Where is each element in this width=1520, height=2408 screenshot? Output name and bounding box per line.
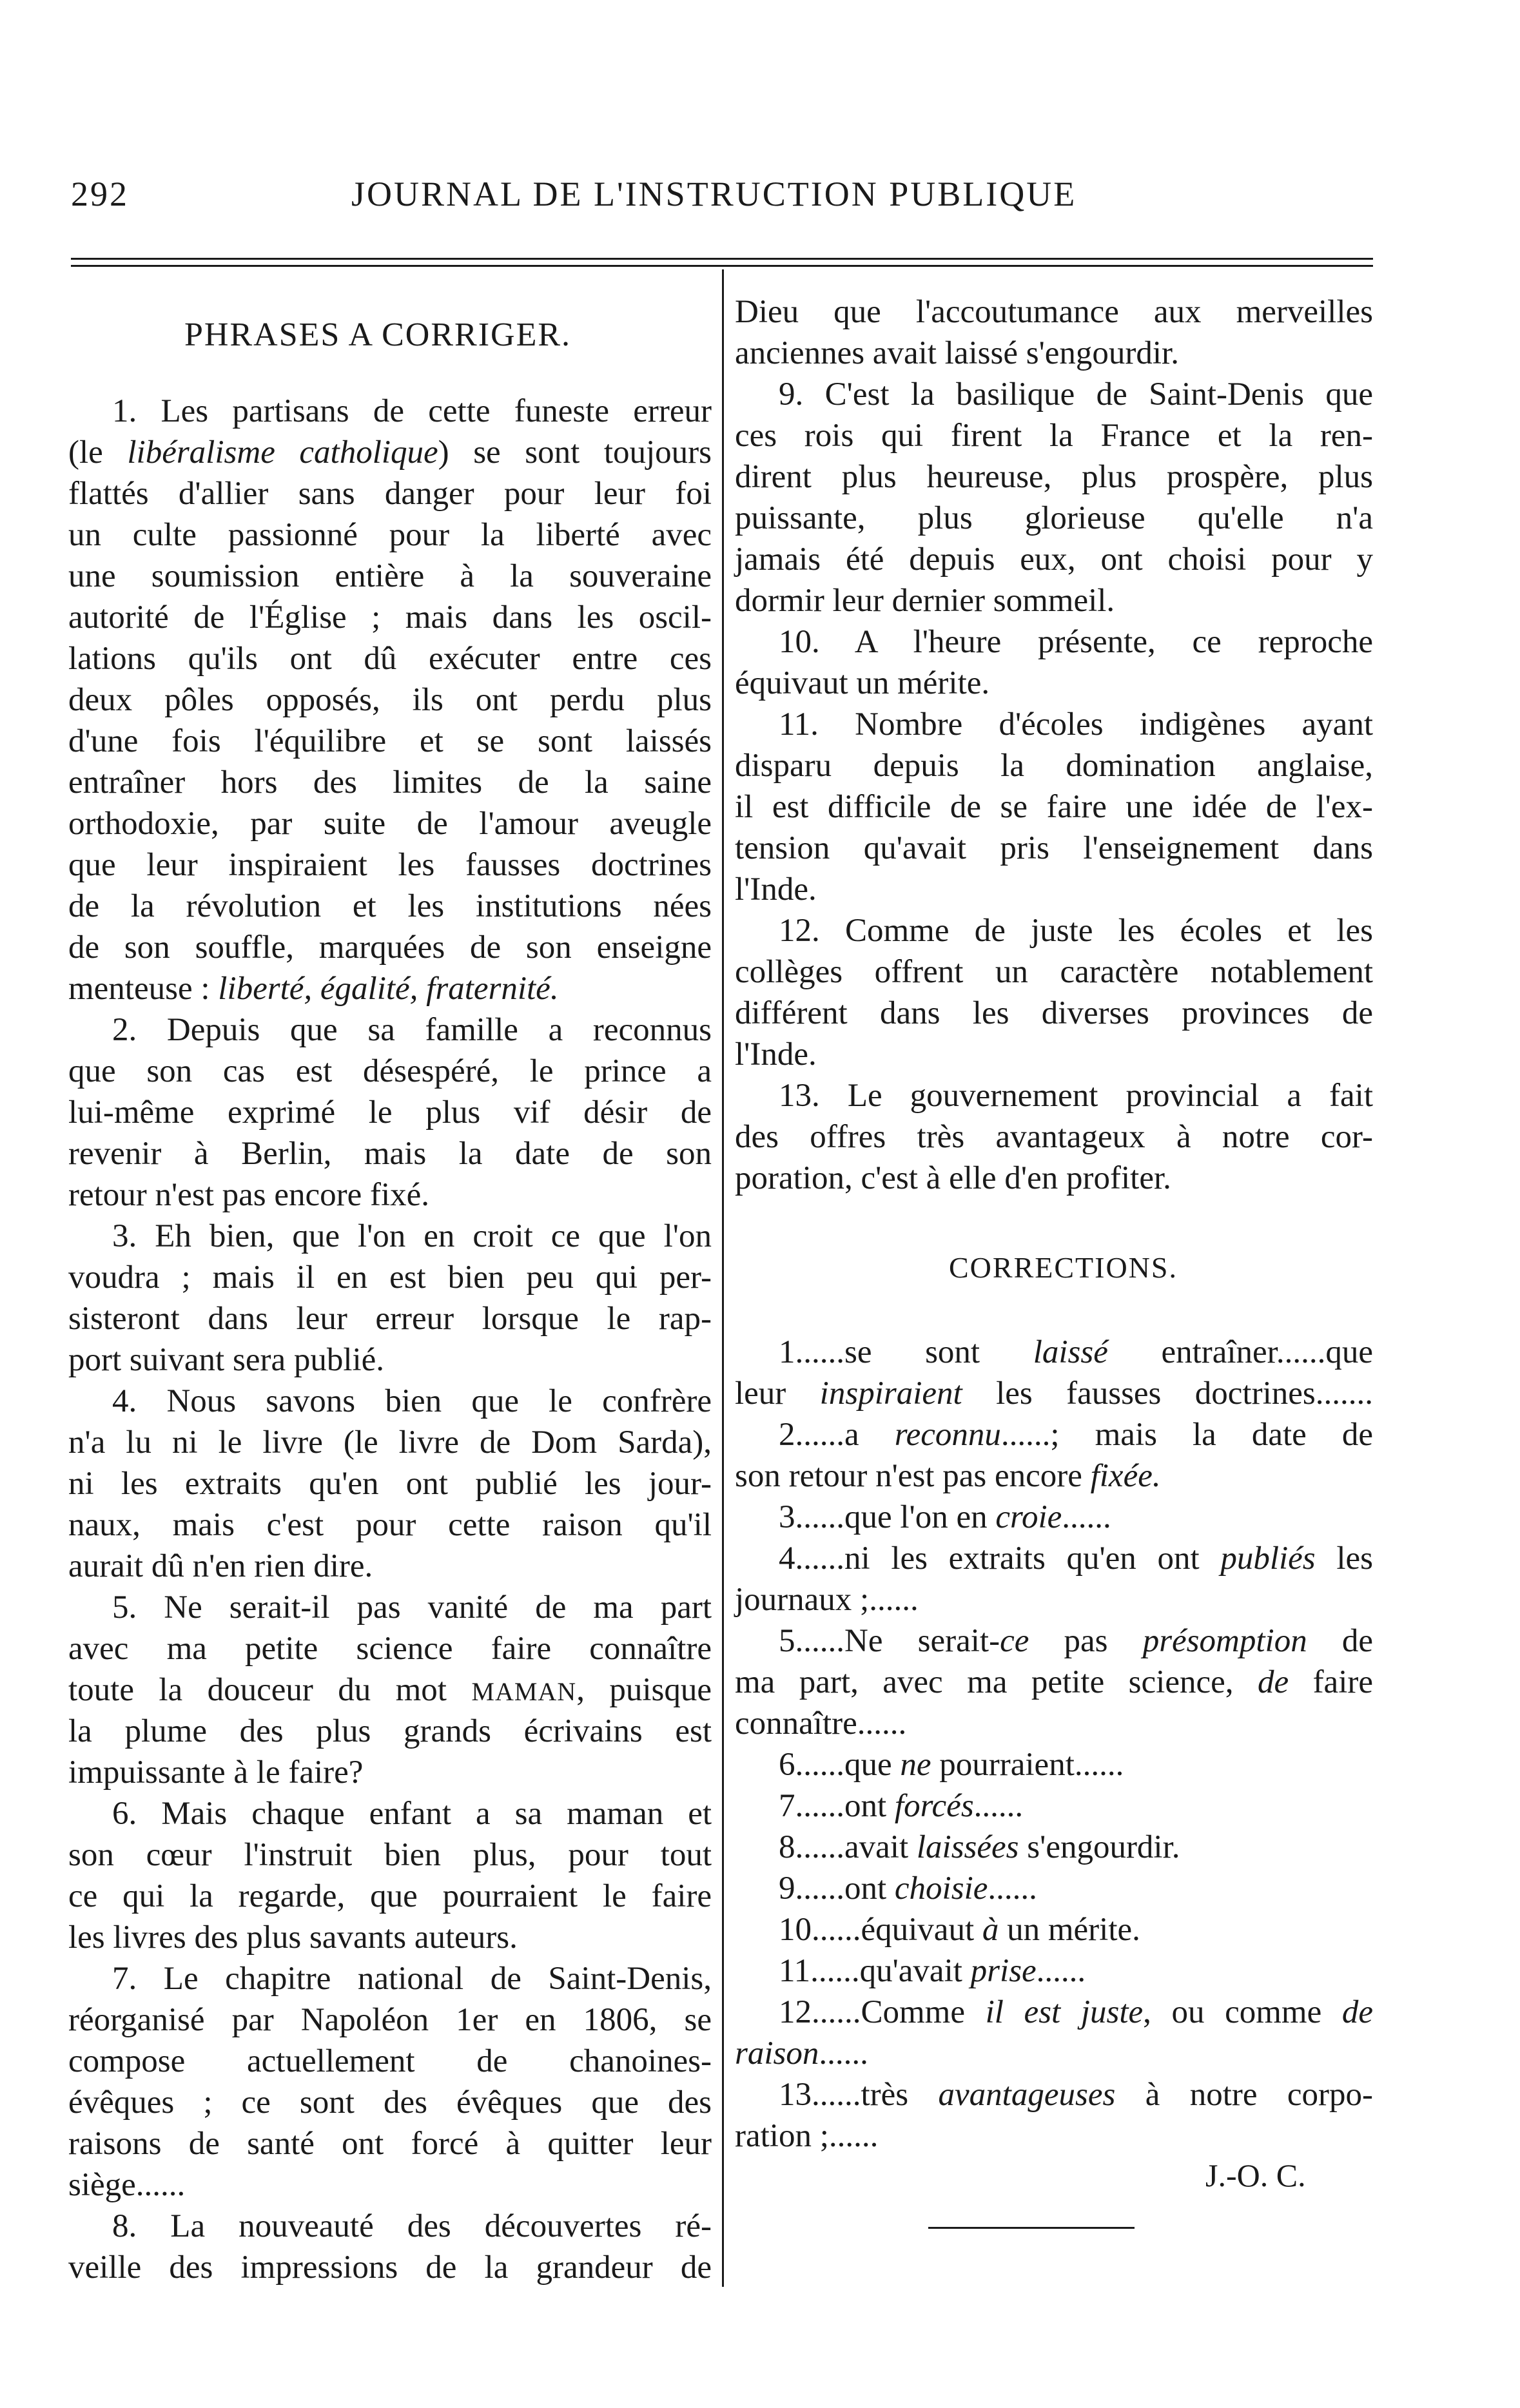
text-line: il est difficile de se faire une idée de l'ex- — [735, 789, 1373, 825]
text-line: ce qui la regarde, que pourraient le faire — [68, 1878, 712, 1914]
correction-line: leur inspiraient les fausses doctrines....... — [735, 1375, 1373, 1412]
text-line: 13. Le gouvernement provincial a fait — [779, 1078, 1373, 1114]
correction-line: journaux ;...... — [735, 1582, 919, 1618]
correction-line: 13......très avantageuses à notre corpo- — [779, 2077, 1374, 2113]
correction-line: 8......avait laissées s'engourdir. — [779, 1829, 1180, 1865]
text-line: de la révolution et les institutions nées — [68, 888, 712, 924]
text-line: des offres très avantageux à notre cor- — [735, 1119, 1373, 1155]
text-line: son cœur l'instruit bien plus, pour tout — [68, 1837, 712, 1873]
text-line: Dieu que l'accoutumance aux merveilles — [735, 294, 1373, 330]
text-line: voudra ; mais il en est bien peu qui per- — [68, 1259, 712, 1296]
text-line: naux, mais c'est pour cette raison qu'il — [68, 1507, 712, 1543]
correction-line: connaître...... — [735, 1705, 907, 1742]
correction-line: raison...... — [735, 2035, 868, 2072]
text-line: que leur inspiraient les fausses doctrines — [68, 847, 712, 883]
text-line: 10. A l'heure présente, ce reproche — [779, 624, 1373, 660]
correction-line: ration ;...... — [735, 2118, 879, 2154]
text-line: n'a lu ni le livre (le livre de Dom Sarda), — [68, 1424, 712, 1461]
section-title-corrections: CORRECTIONS. — [949, 1251, 1178, 1284]
text-line: lations qu'ils ont dû exécuter entre ces — [68, 641, 712, 677]
text-line: 3. Eh bien, que l'on en croit ce que l'on — [112, 1218, 712, 1254]
text-line: jamais été depuis eux, ont choisi pour y — [735, 541, 1373, 578]
correction-line: 4......ni les extraits qu'en ont publiés les — [779, 1540, 1373, 1577]
correction-line: 12......Comme il est juste, ou comme de — [779, 1994, 1373, 2030]
text-line: l'Inde. — [735, 871, 817, 908]
text-line: 4. Nous savons bien que le confrère — [112, 1383, 712, 1419]
text-line: deux pôles opposés, ils ont perdu plus — [68, 682, 712, 718]
text-line: anciennes avait laissé s'engourdir. — [735, 335, 1179, 371]
text-line: autorité de l'Église ; mais dans les oscil- — [68, 599, 712, 636]
text-line: impuissante à le faire? — [68, 1754, 364, 1791]
text-line: poration, c'est à elle d'en profiter. — [735, 1160, 1171, 1196]
text-line: compose actuellement de chanoines- — [68, 2043, 712, 2079]
text-line: 6. Mais chaque enfant a sa maman et — [112, 1796, 712, 1832]
section-title-phrases: PHRASES A CORRIGER. — [184, 316, 572, 353]
journal-title: JOURNAL DE L'INSTRUCTION PUBLIQUE — [351, 175, 1077, 213]
text-line: revenir à Berlin, mais la date de son — [68, 1136, 712, 1172]
correction-line: 2......a reconnu......; mais la date de — [779, 1417, 1373, 1453]
text-line: différent dans les diverses provinces de — [735, 995, 1373, 1031]
column-divider — [722, 269, 724, 2287]
correction-line: 6......que ne pourraient...... — [779, 1747, 1124, 1783]
text-line: évêques ; ce sont des évêques que des — [68, 2084, 712, 2121]
text-line: puissante, plus glorieuse qu'elle n'a — [735, 500, 1373, 536]
correction-line: 1......se sont laissé entraîner......que — [779, 1334, 1373, 1370]
text-line: flattés d'allier sans danger pour leur foi — [68, 476, 712, 512]
text-line: que son cas est désespéré, le prince a — [68, 1053, 712, 1089]
header-rule-top — [71, 258, 1373, 260]
text-line: raisons de santé ont forcé à quitter leur — [68, 2126, 712, 2162]
text-line: 12. Comme de juste les écoles et les — [779, 913, 1373, 949]
page-number: 292 — [71, 175, 129, 213]
text-line: port suivant sera publié. — [68, 1342, 385, 1378]
text-line: dormir leur dernier sommeil. — [735, 583, 1115, 619]
text-line: équivaut un mérite. — [735, 665, 990, 701]
text-line: 8. La nouveauté des découvertes ré- — [112, 2208, 712, 2244]
correction-line: 3......que l'on en croie...... — [779, 1499, 1111, 1535]
text-line: entraîner hors des limites de la saine — [68, 764, 712, 801]
correction-line: 5......Ne serait-ce pas présomption de — [779, 1623, 1373, 1659]
correction-line: 9......ont choisie...... — [779, 1870, 1037, 1907]
correction-line: 11......qu'avait prise...... — [779, 1953, 1086, 1989]
text-line: ni les extraits qu'en ont publié les jour- — [68, 1466, 712, 1502]
signature: J.-O. C. — [1205, 2157, 1306, 2193]
text-line: ces rois qui firent la France et la ren- — [735, 418, 1373, 454]
text-line: 9. C'est la basilique de Saint-Denis que — [779, 376, 1373, 413]
correction-line: son retour n'est pas encore fixée. — [735, 1458, 1161, 1494]
correction-line: ma part, avec ma petite science, de faire — [735, 1664, 1373, 1700]
end-rule — [928, 2227, 1135, 2229]
text-line: dirent plus heureuse, plus prospère, plus — [735, 459, 1373, 495]
text-line: menteuse : liberté, égalité, fraternité. — [68, 971, 559, 1007]
correction-line: 10......équivaut à un mérite. — [779, 1912, 1140, 1948]
text-line: siège...... — [68, 2167, 186, 2203]
text-line: lui-même exprimé le plus vif désir de — [68, 1094, 712, 1131]
text-line: collèges offrent un caractère notablement — [735, 954, 1373, 990]
text-line: les livres des plus savants auteurs. — [68, 1919, 518, 1956]
header-rule-bottom — [71, 265, 1373, 267]
text-line: l'Inde. — [735, 1036, 817, 1073]
text-line: (le libéralisme catholique) se sont toujours — [68, 434, 712, 471]
correction-line: 7......ont forcés...... — [779, 1788, 1024, 1824]
text-line: d'une fois l'équilibre et se sont laissés — [68, 723, 712, 759]
text-line: 11. Nombre d'écoles indigènes ayant — [779, 706, 1373, 743]
text-line: réorganisé par Napoléon 1er en 1806, se — [68, 2002, 712, 2038]
text-line: tension qu'avait pris l'enseignement dans — [735, 830, 1373, 866]
text-line: veille des impressions de la grandeur de — [68, 2249, 712, 2286]
text-line: la plume des plus grands écrivains est — [68, 1713, 712, 1749]
text-line: sisteront dans leur erreur lorsque le rap- — [68, 1301, 712, 1337]
text-line: 1. Les partisans de cette funeste erreur — [112, 393, 712, 429]
text-line: toute la douceur du mot MAMAN, puisque — [68, 1672, 712, 1708]
text-line: disparu depuis la domination anglaise, — [735, 748, 1373, 784]
text-line: retour n'est pas encore fixé. — [68, 1177, 430, 1213]
text-line: un culte passionné pour la liberté avec — [68, 517, 712, 553]
text-line: avec ma petite science faire connaître — [68, 1631, 712, 1667]
text-line: aurait dû n'en rien dire. — [68, 1548, 373, 1584]
text-line: 7. Le chapitre national de Saint-Denis, — [112, 1961, 712, 1997]
text-line: de son souffle, marquées de son enseigne — [68, 929, 712, 966]
text-line: une soumission entière à la souveraine — [68, 558, 712, 594]
text-line: 5. Ne serait-il pas vanité de ma part — [112, 1589, 712, 1626]
text-line: 2. Depuis que sa famille a reconnus — [112, 1012, 712, 1048]
text-line: orthodoxie, par suite de l'amour aveugle — [68, 806, 712, 842]
